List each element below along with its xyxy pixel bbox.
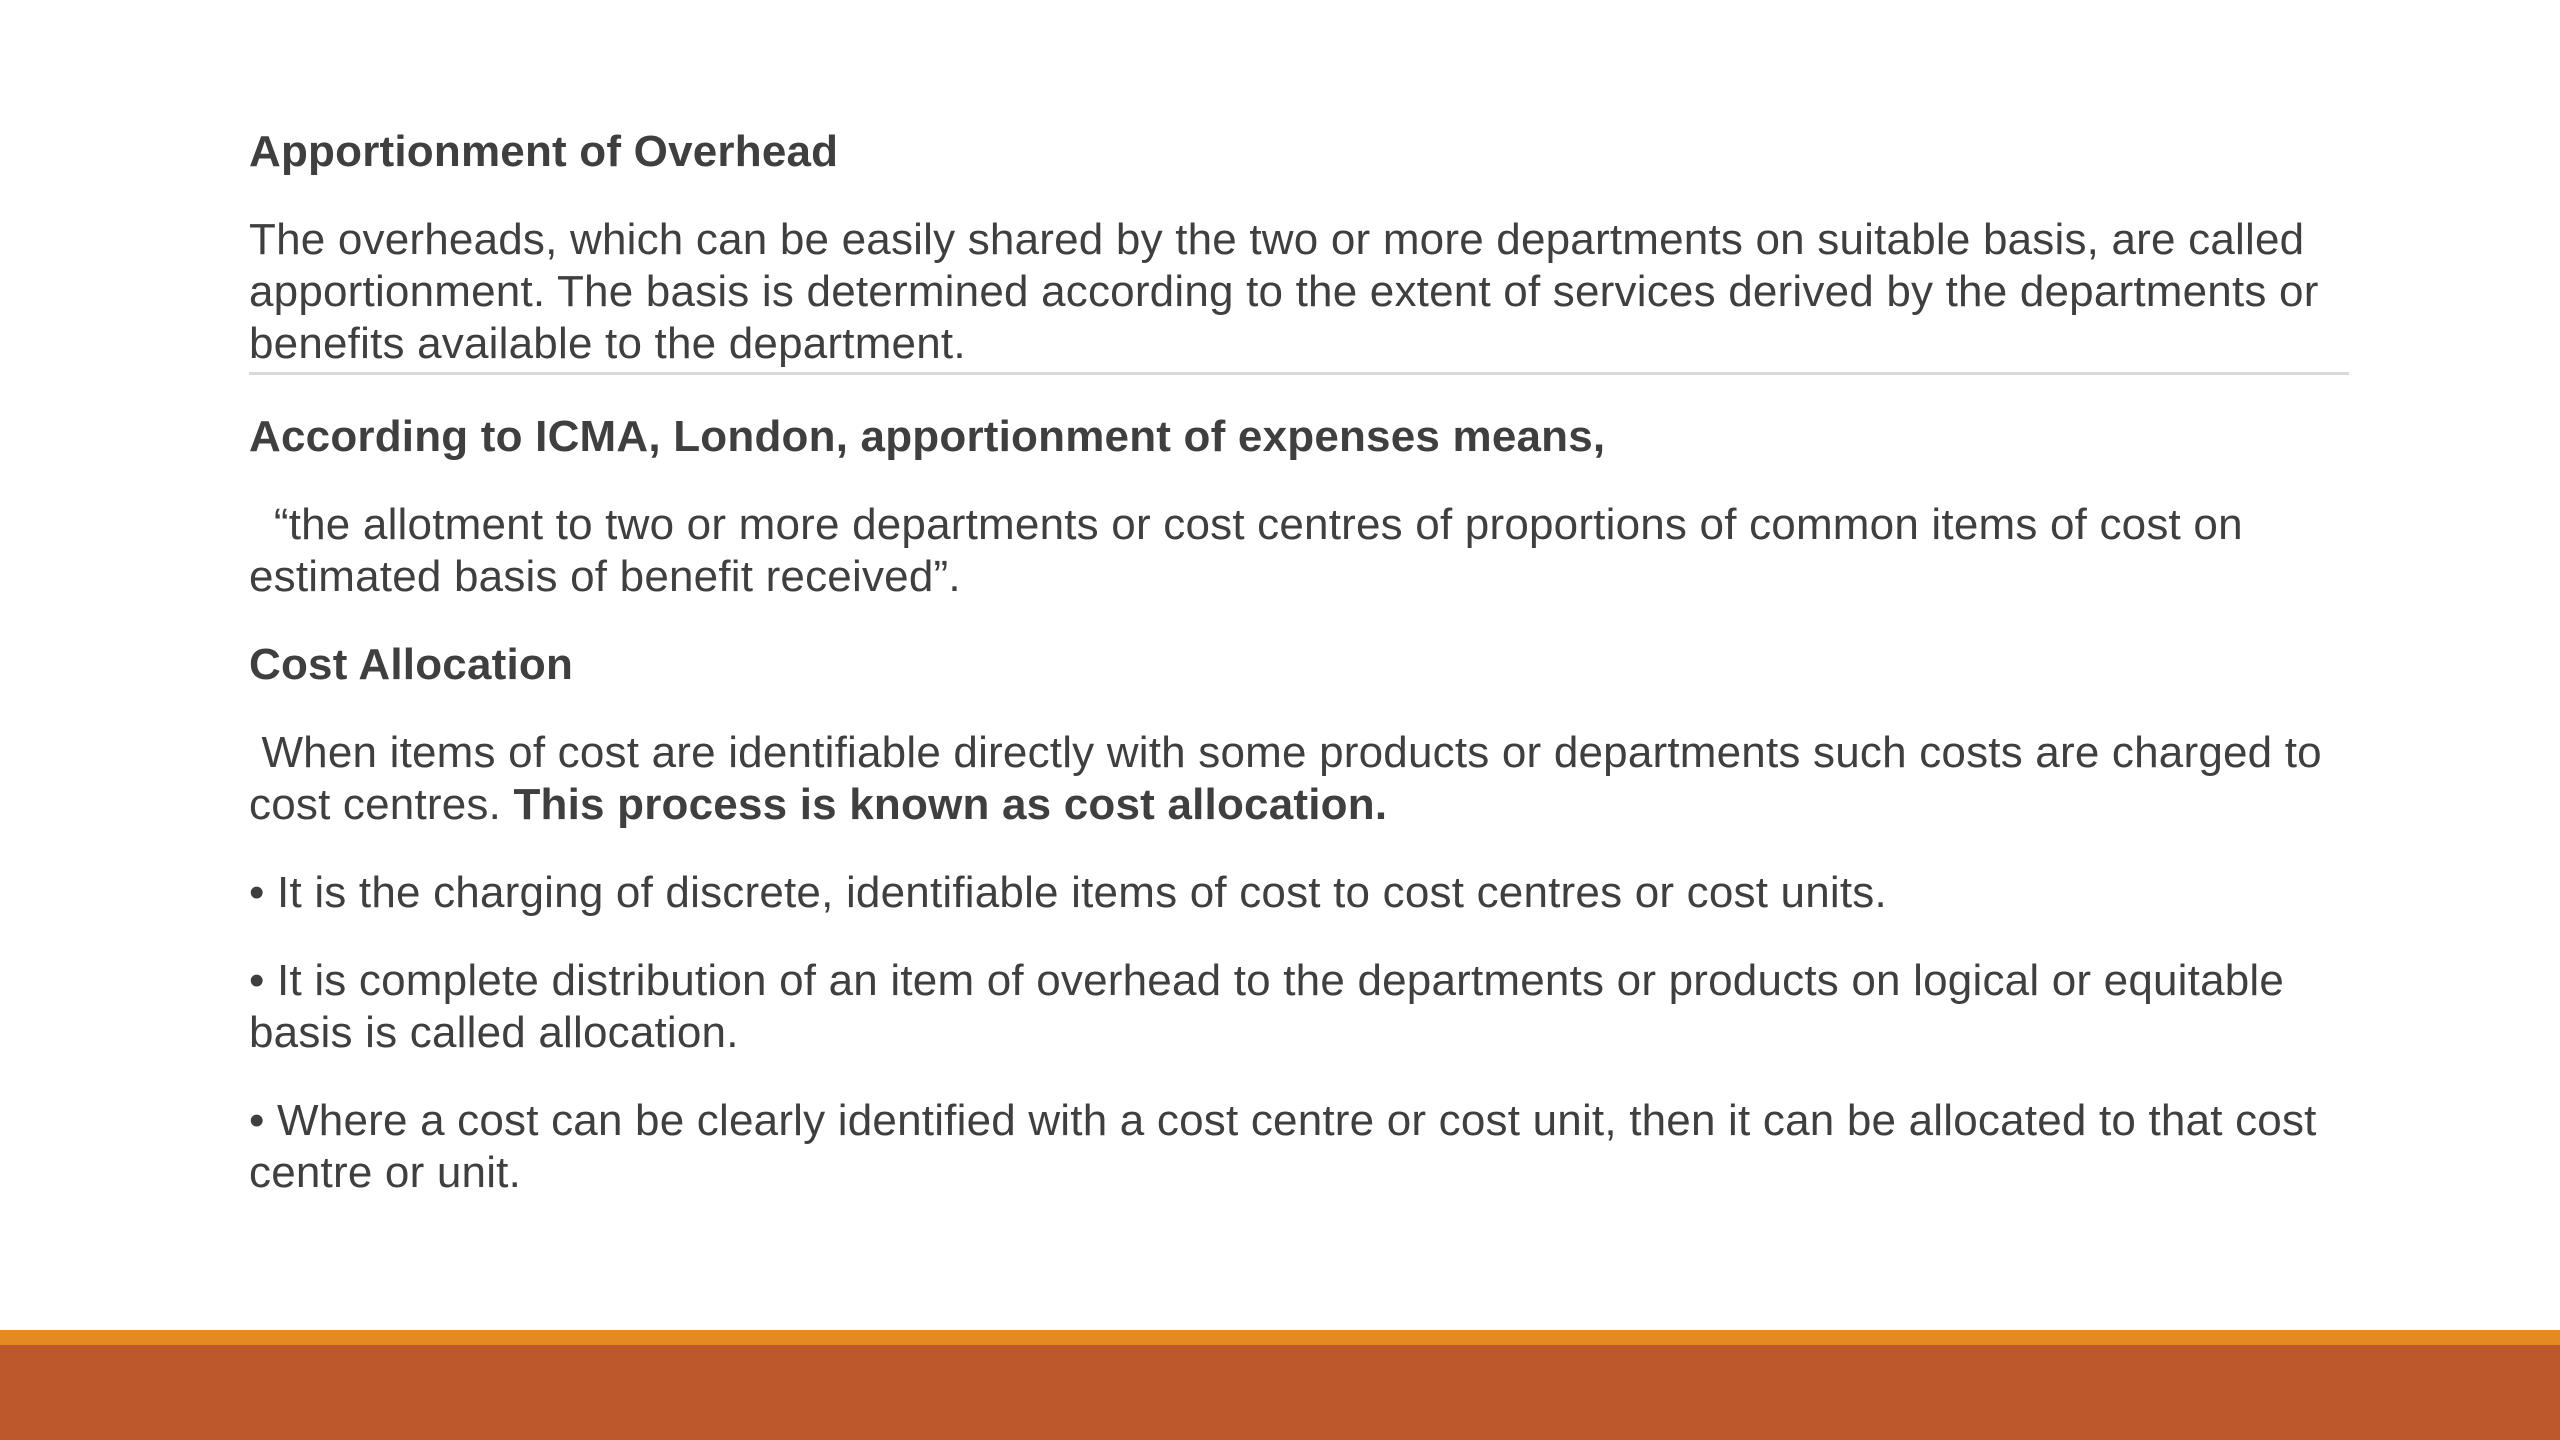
- bullet-icon: •: [249, 868, 265, 917]
- bullet-item: [249, 955, 2349, 1059]
- heading-icma-definition: According to ICMA, London, apportionment of expenses means,: [249, 412, 1606, 461]
- quote-icma-definition: “the allotment to two or more departments or cost centres of proportions of common items of cost on estimated basis of benefit received”.: [249, 500, 2256, 601]
- bullet-text: It is complete distribution of an item of overhead to the departments or products on logical or equitable basis is called allocation.: [249, 956, 2285, 1057]
- bullet-item: [249, 1095, 2349, 1199]
- bullet-icon: •: [249, 956, 265, 1005]
- heading-cost-allocation: Cost Allocation: [249, 640, 574, 689]
- bullet-text: Where a cost can be clearly identified with a cost centre or cost unit, then it can be allocated to that cost centre or unit.: [249, 1096, 2317, 1197]
- slide-body: [249, 126, 2349, 1235]
- paragraph-cost-allocation-text: When items of cost are identifiable directly with some products or departments such costs are charged to cost centres.: [249, 728, 2335, 829]
- bullet-item: [249, 867, 2349, 919]
- heading-apportionment: Apportionment of Overhead: [249, 127, 839, 176]
- paragraph-cost-allocation: [249, 727, 2349, 831]
- footer-band: [0, 1345, 2560, 1440]
- footer-accent-stripe: [0, 1330, 2560, 1345]
- paragraph-cost-allocation-bold: This process is known as cost allocation.: [513, 780, 1388, 829]
- paragraph-apportionment: The overheads, which can be easily shared by the two or more departments on suitable basis, are called apportionment. The basis is determined according to the extent of services derived by the departments or benefits available to the department.: [249, 214, 2349, 375]
- bullet-icon: •: [249, 1096, 265, 1145]
- bullet-text: It is the charging of discrete, identifiable items of cost to cost centres or cost units.: [277, 868, 1887, 917]
